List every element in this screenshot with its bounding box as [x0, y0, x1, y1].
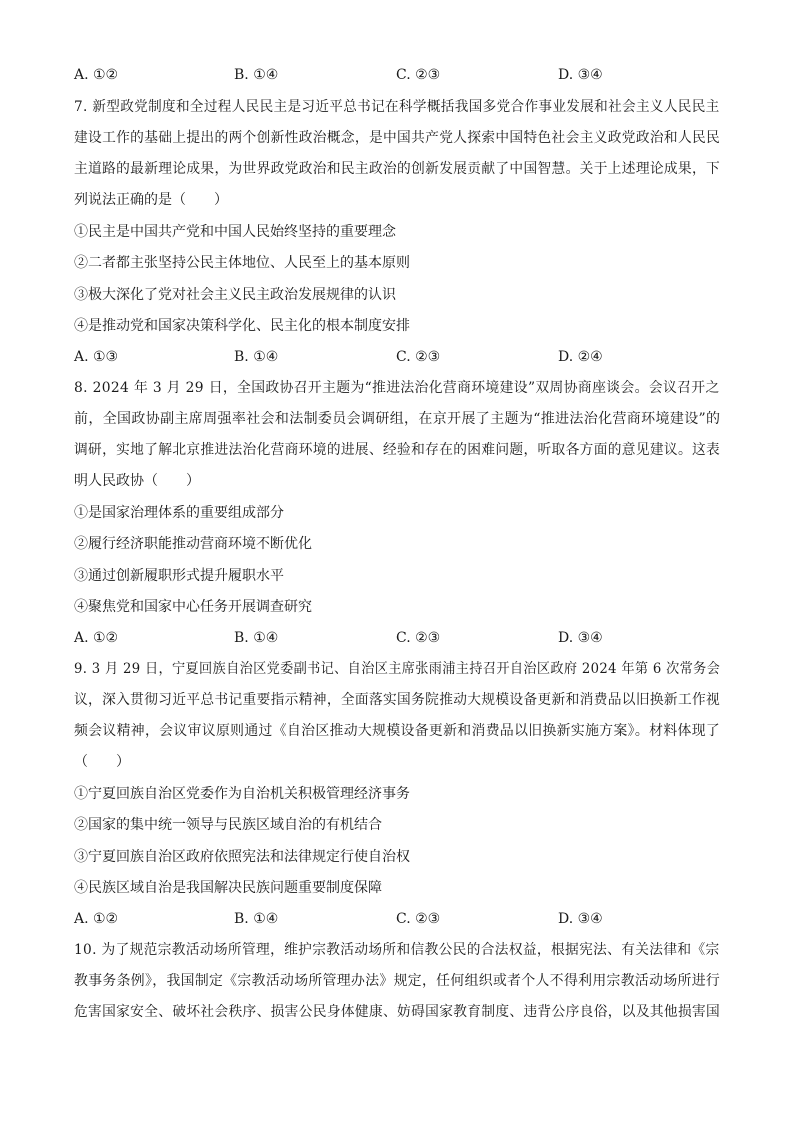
q7-option-d: D. ②④	[558, 349, 603, 365]
q6-option-d: D. ③④	[558, 67, 603, 83]
q8-stem-line: 8. 2024 年 3 月 29 日，全国政协召开主题为“推进法治化营商环境建设”双周协商座谈会。会议召开之	[74, 380, 720, 396]
q8-stem-line: 前，全国政协副主席周强率社会和法制委员会调研组，在京开展了主题为“推进法治化营商环境建设”的	[74, 411, 721, 427]
q9-stem-line: （ ）	[74, 754, 130, 770]
q7-stem-line: 建设工作的基础上提出的两个创新性政治概念，是中国共产党人探索中国特色社会主义政党政治和人民民	[74, 130, 721, 146]
q8-option-d: D. ③④	[558, 630, 603, 646]
q7-stem-line: 主道路的最新理论成果，为世界政党政治和民主政治的创新发展贡献了中国智慧。关于上述理论成果，下	[74, 161, 721, 177]
q6-option-c: C. ②③	[396, 67, 441, 83]
q10-stem-line: 10. 为了规范宗教活动场所管理，维护宗教活动场所和信教公民的合法权益，根据宪法、有关法律和《宗	[74, 942, 720, 958]
q10-stem-line: 教事务条例》，我国制定《宗教活动场所管理办法》规定，任何组织或者个人不得利用宗教活动场所进行	[74, 973, 721, 989]
q8-item: ①是国家治理体系的重要组成部分	[74, 505, 284, 521]
q8-option-a: A. ①②	[74, 630, 119, 646]
q7-stem-line: 列说法正确的是（ ）	[74, 192, 228, 208]
q8-option-b: B. ①④	[234, 630, 279, 646]
q7-item: ②二者都主张坚持公民主体地位、人民至上的基本原则	[74, 255, 410, 271]
q9-stem-line: 9. 3 月 29 日，宁夏回族自治区党委副书记、自治区主席张雨浦主持召开自治区政府 2024 年第 6 次常务会	[74, 661, 721, 677]
q9-stem-line: 议，深入贯彻习近平总书记重要指示精神，全面落实国务院推动大规模设备更新和消费品以旧换新工作视	[74, 692, 721, 708]
q9-item: ①宁夏回族自治区党委作为自治机关积极管理经济事务	[74, 786, 410, 802]
q8-stem-line: 明人民政协（ ）	[74, 473, 200, 489]
q9-item: ④民族区域自治是我国解决民族问题重要制度保障	[74, 880, 382, 896]
q6-option-a: A. ①②	[74, 67, 119, 83]
q7-item: ④是推动党和国家决策科学化、民主化的根本制度安排	[74, 318, 410, 334]
q9-item: ②国家的集中统一领导与民族区域自治的有机结合	[74, 817, 382, 833]
q9-option-c: C. ②③	[396, 911, 441, 927]
q8-item: ③通过创新履职形式提升履职水平	[74, 568, 284, 584]
q9-option-b: B. ①④	[234, 911, 279, 927]
q8-item: ④聚焦党和国家中心任务开展调查研究	[74, 599, 312, 615]
q9-option-d: D. ③④	[558, 911, 603, 927]
q7-item: ③极大深化了党对社会主义民主政治发展规律的认识	[74, 287, 396, 303]
q8-option-c: C. ②③	[396, 630, 441, 646]
q7-item: ①民主是中国共产党和中国人民始终坚持的重要理念	[74, 224, 396, 240]
q7-option-a: A. ①③	[74, 349, 119, 365]
q10-stem-line: 危害国家安全、破坏社会秩序、损害公民身体健康、妨碍国家教育制度、违背公序良俗，以及其他损害国	[74, 1004, 721, 1020]
q8-item: ②履行经济职能推动营商环境不断优化	[74, 536, 312, 552]
q7-option-c: C. ②③	[396, 349, 441, 365]
q7-stem-line: 7. 新型政党制度和全过程人民民主是习近平总书记在科学概括我国多党合作事业发展和社会主义人民民主	[74, 99, 720, 115]
q6-option-b: B. ①④	[234, 67, 279, 83]
q7-option-b: B. ①④	[234, 349, 279, 365]
q8-stem-line: 调研，实地了解北京推进法治化营商环境的进展、经验和存在的困难问题，听取各方面的意见建议。这表	[74, 442, 721, 458]
q9-option-a: A. ①②	[74, 911, 119, 927]
q9-stem-line: 频会议精神，会议审议原则通过《自治区推动大规模设备更新和消费品以旧换新实施方案》。材料体现了	[74, 723, 721, 739]
q9-item: ③宁夏回族自治区政府依照宪法和法律规定行使自治权	[74, 849, 410, 865]
